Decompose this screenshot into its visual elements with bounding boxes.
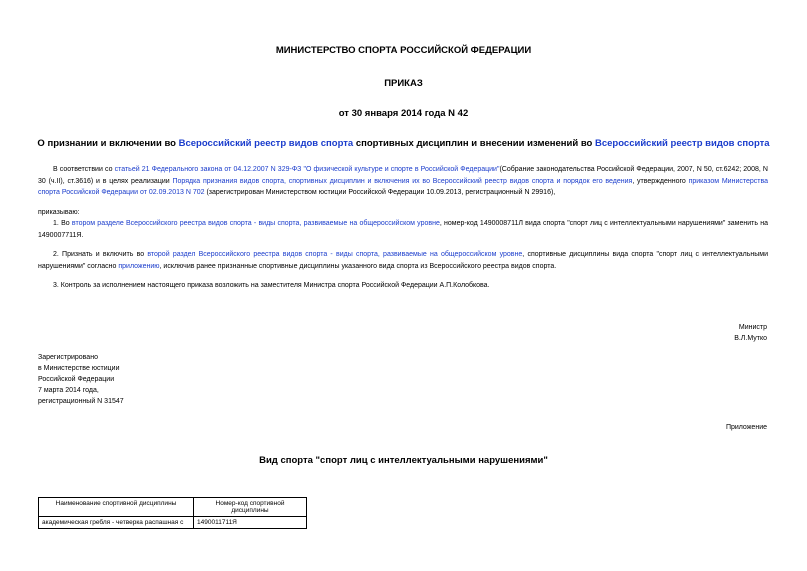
procedure-link[interactable]: Порядка признания видов спорта, спортивных дисциплин и включения их во Всероссийский реестр видов спорта и порядок его ведения [172, 177, 633, 185]
registration-line: регистрационный N 31547 [38, 398, 124, 405]
item-text: , спортивные дисциплины вида спорта "спорт лиц с интеллектуальными нарушениями" согласно [38, 251, 768, 270]
subject-text: О признании и включении во [37, 138, 179, 149]
subject-text: спортивных дисциплин и внесении изменений во [353, 138, 595, 149]
document-type: ПРИКАЗ [384, 78, 423, 89]
order-link[interactable]: приказом Министерства спорта Российской Федерации от 02.09.2013 N 702 [38, 177, 769, 196]
table-header-row [39, 498, 307, 517]
registry-section-link[interactable]: втором разделе Всероссийского реестра видов спорта - виды спорта, развиваемые на общероссийском уровне [71, 220, 440, 227]
disciplines-table [38, 497, 307, 529]
item-text: 3. Контроль за исполнением настоящего приказа возложить на заместителя Министра спорта Российской Федерации А.П.Колобкова. [53, 282, 490, 289]
signer-name: В.Л.Мутко [734, 335, 767, 342]
intro-text: , утвержденного [632, 177, 689, 185]
discipline-name-cell: академическая гребля - четверка распашная с [39, 517, 194, 529]
column-header: Номер-код спортивной дисциплины [194, 498, 307, 517]
registry-link[interactable]: Всероссийский реестр видов спорта [595, 138, 770, 149]
registration-line: Зарегистрировано [38, 354, 98, 361]
decree-word: приказываю: [38, 209, 80, 216]
order-subject [0, 138, 807, 149]
column-header: Наименование спортивной дисциплины [39, 498, 194, 517]
registration-line: в Министерстве юстиции [38, 365, 120, 372]
appendix-link[interactable]: приложению [118, 262, 160, 270]
signature-block [734, 322, 767, 344]
registration-block [38, 352, 124, 407]
item-3 [38, 280, 768, 292]
registration-line: 7 марта 2014 года, [38, 387, 99, 394]
intro-text: В соответствии со [53, 166, 115, 173]
appendix-label: Приложение [725, 424, 767, 431]
item-text: 2. Признать и включить во [53, 251, 148, 258]
item-1 [38, 218, 768, 241]
table-row [39, 517, 307, 529]
registry-section-link[interactable]: второй раздел Всероссийского реестра видов спорта - виды спорта, развиваемые на общероссийском уровне [147, 251, 523, 258]
law-link[interactable]: статьей 21 Федерального закона от 04.12.2007 N 329-ФЗ "О физической культуре и спорте в Российской Федерации" [114, 166, 500, 173]
sport-title: Вид спорта "спорт лиц с интеллектуальными нарушениями" [259, 455, 548, 466]
item-text: , номер-код 1490008711Л вида спорта "спорт лиц с интеллектуальными нарушениями" заменить на 1490007711Я. [38, 220, 768, 239]
item-2 [38, 249, 768, 272]
registration-line: Российской Федерации [38, 376, 115, 383]
ministry-title: МИНИСТЕРСТВО СПОРТА РОССИЙСКОЙ ФЕДЕРАЦИИ [275, 45, 532, 56]
intro-text: (Собрание законодательства Российской Федерации, 2007, N 50, ст.6242; 2008, N 30 (ч.II), ст.3616) и в целях реализации [38, 166, 768, 185]
intro-paragraph [38, 164, 768, 199]
item-text: , исключив ранее признанные спортивные дисциплины указанного вида спорта из Всероссийского реестра видов спорта. [159, 262, 557, 270]
item-text: 1. Во [53, 220, 72, 227]
signer-position: Министр [738, 324, 767, 331]
intro-text: (зарегистрирован Министерством юстиции Российской Федерации 10.09.2013, регистрационный N 29916), [204, 189, 556, 196]
discipline-code-cell: 1490011711Я [194, 517, 307, 529]
order-date-number: от 30 января 2014 года N 42 [338, 108, 469, 119]
registry-link[interactable]: Всероссийский реестр видов спорта [178, 138, 354, 149]
